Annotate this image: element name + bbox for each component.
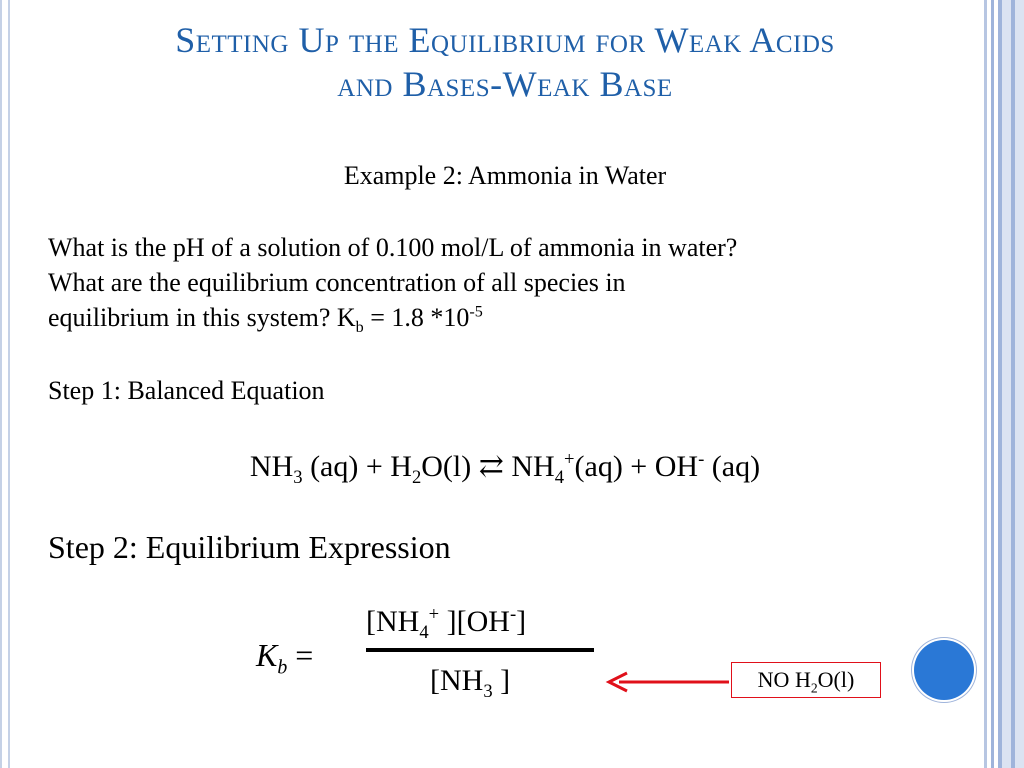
num-nh4-charge: + bbox=[428, 604, 440, 625]
note-subscript: 2 bbox=[810, 680, 818, 696]
eq-aq-plus-h: (aq) + H bbox=[302, 450, 412, 483]
num-nh4-subscript: 4 bbox=[419, 622, 429, 643]
eq-aq-plus-oh: (aq) + OH bbox=[574, 450, 699, 483]
no-water-note bbox=[731, 662, 881, 698]
num-oh: ][OH bbox=[439, 605, 510, 638]
den-nh3-subscript: 3 bbox=[483, 681, 493, 702]
title-line-2: and Bases-Weak Base bbox=[337, 64, 673, 104]
question-line-3 bbox=[48, 300, 978, 335]
num-oh-charge: - bbox=[509, 604, 517, 625]
kb-b: b bbox=[277, 656, 288, 679]
question-line-2: What are the equilibrium concentration of all species in bbox=[48, 268, 626, 297]
kb-equals: = bbox=[287, 637, 314, 673]
question-line-1: What is the pH of a solution of 0.100 mol/L of ammonia in water? bbox=[48, 233, 738, 262]
slide-frame-left bbox=[0, 0, 10, 768]
eq-nh4-charge: + bbox=[564, 449, 575, 470]
kb-k: K bbox=[256, 637, 278, 673]
num-close: ] bbox=[516, 605, 527, 638]
eq-oh-charge: - bbox=[698, 449, 705, 470]
note-suffix: O(l) bbox=[817, 667, 855, 692]
question-line-3-prefix: equilibrium in this system? K bbox=[48, 303, 356, 332]
slide-title bbox=[40, 18, 970, 106]
navigation-circle-button[interactable] bbox=[914, 640, 974, 700]
equilibrium-arrow-icon: ⇄ bbox=[471, 450, 512, 483]
eq-water: O(l) bbox=[421, 450, 472, 483]
question-text bbox=[48, 230, 978, 335]
fraction-bar bbox=[366, 648, 594, 652]
den-nh3: [NH bbox=[430, 664, 484, 697]
eq-nh4-subscript: 4 bbox=[554, 467, 565, 488]
fraction-denominator bbox=[430, 662, 510, 700]
den-close: ] bbox=[492, 664, 511, 697]
step-1-heading: Step 1: Balanced Equation bbox=[48, 376, 325, 405]
eq-h2o-subscript: 2 bbox=[411, 467, 422, 488]
eq-nh3-symbol: NH bbox=[249, 450, 294, 483]
slide-frame-right bbox=[978, 0, 1024, 768]
kb-value: = 1.8 *10 bbox=[363, 303, 470, 332]
fraction-numerator bbox=[366, 603, 526, 641]
example-subtitle: Example 2: Ammonia in Water bbox=[343, 161, 667, 190]
eq-nh3-subscript: 3 bbox=[293, 467, 303, 488]
kb-expression-label bbox=[256, 636, 314, 679]
title-line-1: Setting Up the Equilibrium for Weak Acids bbox=[175, 20, 835, 60]
note-prefix: NO H bbox=[757, 667, 811, 692]
eq-nh4-symbol: NH bbox=[511, 450, 555, 483]
kb-subscript: b bbox=[355, 319, 364, 337]
red-arrow-icon bbox=[605, 670, 731, 694]
kb-exponent: -5 bbox=[469, 303, 483, 321]
eq-aq-end: (aq) bbox=[704, 450, 761, 483]
balanced-equation bbox=[40, 448, 970, 486]
num-nh4: [NH bbox=[366, 605, 420, 638]
step-2-heading: Step 2: Equilibrium Expression bbox=[48, 529, 451, 565]
